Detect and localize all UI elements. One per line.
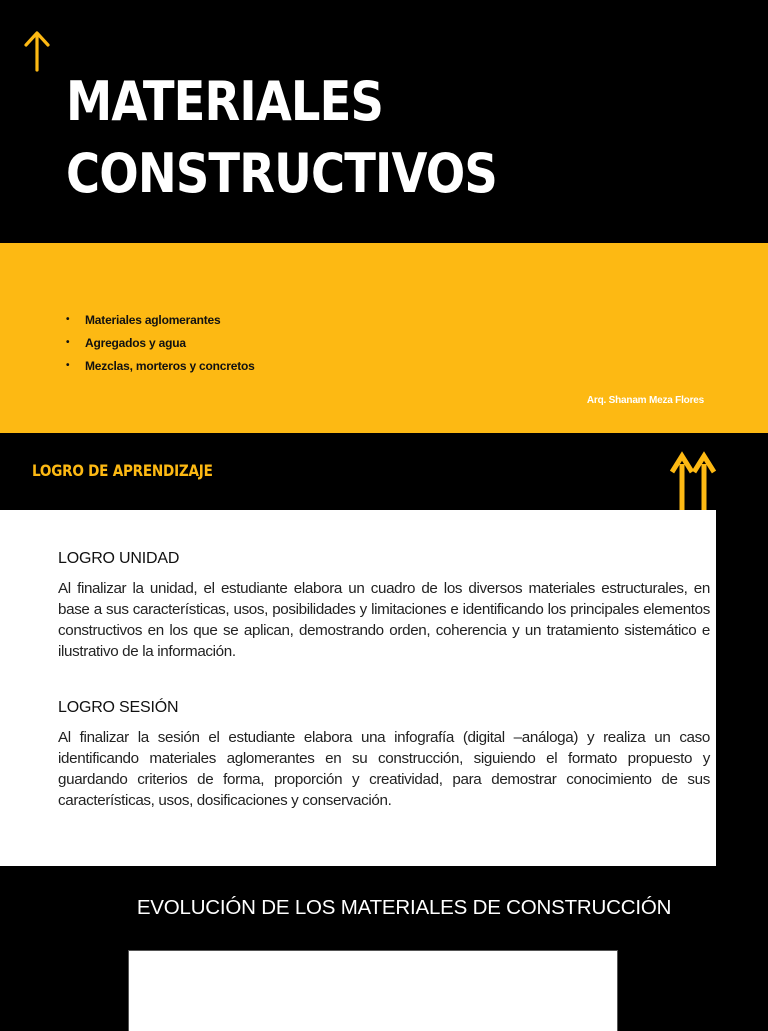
- arrow-up-icon: [22, 28, 52, 72]
- logro-sesion-text: Al finalizar la sesión el estudiante elabora una infografía (digital –análoga) y realiza un caso identificando materiales aglomerantes en su construcción, siguiendo el formato propuesto y guardando criterios de forma, proporción y creatividad, para demostrar conocimiento de sus características, usos, dosificaciones y conservación.: [58, 729, 710, 809]
- double-arrow-up-icon: [670, 450, 718, 510]
- bottom-title: EVOLUCIÓN DE LOS MATERIALES DE CONSTRUCCIÓN: [136, 896, 672, 919]
- author-name: Arq. Shanam Meza Flores: [586, 395, 704, 406]
- logro-unidad-text: Al finalizar la unidad, el estudiante elabora un cuadro de los diversos materiales estructurales, en base a sus características, usos, posibilidades y limitaciones e identificando los principales elementos constructivos en los que se aplican, demostrando orden, coherencia y un tratamiento sistemático e ilustrativo de la información.: [58, 580, 710, 660]
- topic-item: • Mezclas, morteros y concretos: [66, 357, 255, 380]
- topic-item: • Agregados y agua: [66, 334, 255, 357]
- logro-unidad-heading: LOGRO UNIDAD: [58, 550, 180, 567]
- section-label: LOGRO DE APRENDIZAJE: [32, 461, 213, 480]
- title-line-2: CONSTRUCTIVOS: [66, 142, 497, 205]
- topic-item: • Materiales aglomerantes: [66, 311, 255, 334]
- image-frame: [129, 951, 617, 1031]
- topics-list: [66, 311, 255, 380]
- title-line-1: MATERIALES: [66, 70, 384, 133]
- logro-sesion-heading: LOGRO SESIÓN: [58, 699, 179, 716]
